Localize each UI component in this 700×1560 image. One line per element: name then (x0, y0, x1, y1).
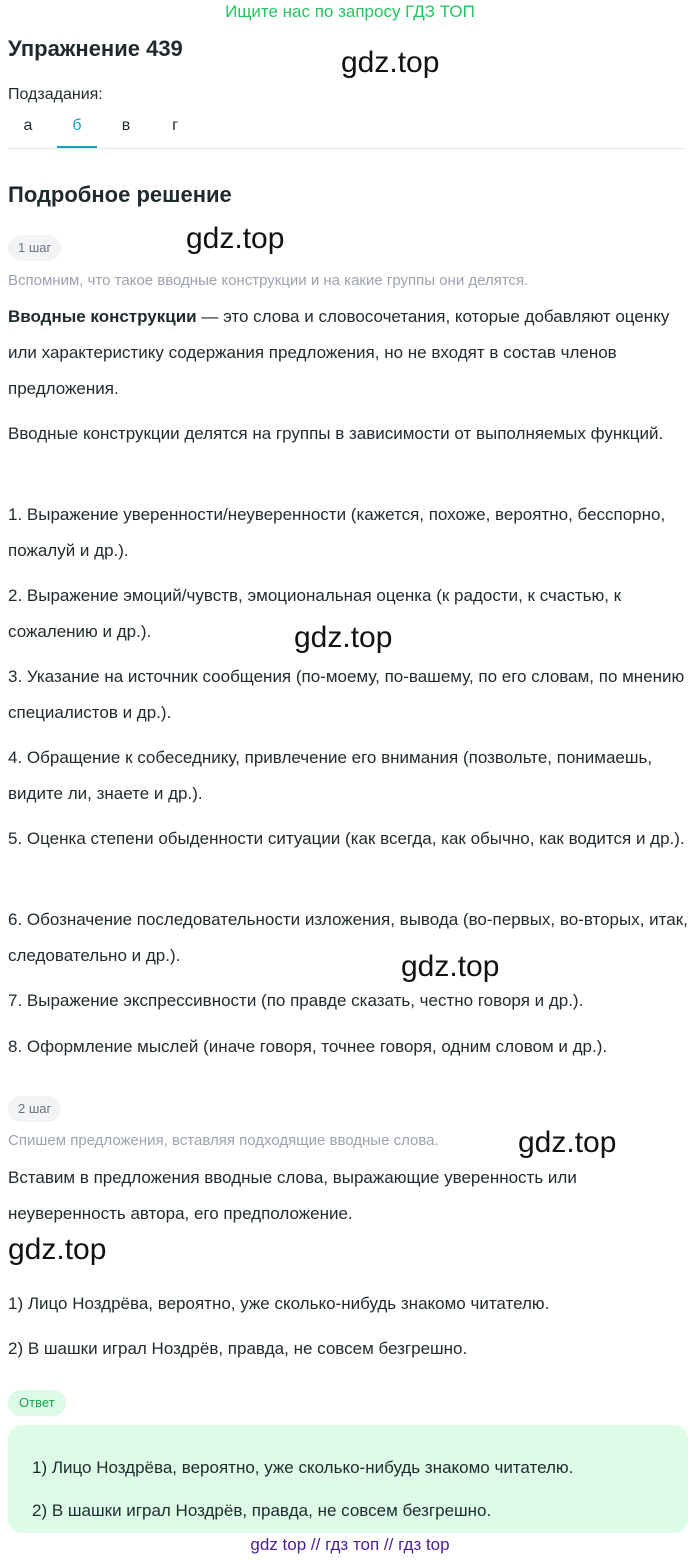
sentence: 2) В шашки играл Ноздрёв, правда, не совсем безгрешно. (8, 1339, 468, 1358)
top-banner: Ищите нас по запросу ГДЗ ТОП (225, 2, 475, 21)
watermark-text: gdz.top (294, 621, 393, 654)
answer-line: 2) В шашки играл Ноздрёв, правда, не совсем безгрешно. (32, 1501, 492, 1520)
step-badge: 2 шаг (8, 1096, 61, 1122)
list-item: 6. Обозначение последовательности изложения, вывода (во-первых, во-вторых, итак, следовательно и др.). (8, 910, 688, 965)
answer-box (8, 1425, 688, 1533)
definition-paragraph (8, 299, 688, 407)
watermark-text: gdz.top (401, 950, 500, 983)
watermark-text: gdz.top (186, 222, 285, 255)
step-hint: Вспомним, что такое вводные конструкции и на какие группы они делятся. (8, 272, 529, 289)
footer-links: gdz top // гдз топ // гдз top (250, 1535, 450, 1554)
watermark-text: gdz.top (341, 46, 440, 79)
list-item: 7. Выражение экспрессивности (по правде сказать, честно говоря и др.). (8, 991, 584, 1010)
sentence: 1) Лицо Ноздрёва, вероятно, уже сколько-нибудь знакомо читателю. (8, 1294, 550, 1313)
step-hint: Спишем предложения, вставляя подходящие вводные слова. (8, 1132, 439, 1149)
tab-b[interactable]: б (57, 108, 97, 148)
definition-term: Вводные конструкции (8, 307, 197, 326)
step-badge: 1 шаг (8, 235, 61, 261)
list-item: 4. Обращение к собеседнику, привлечение его внимания (позвольте, понимаешь, видите ли, знаете и др.). (8, 748, 653, 803)
tab-a[interactable]: а (23, 117, 33, 134)
groups-intro: Вводные конструкции делятся на группы в зависимости от выполняемых функций. (8, 424, 664, 443)
subtask-tabs (8, 108, 686, 149)
list-item: 1. Выражение уверенности/неуверенности (кажется, похоже, вероятно, бесспорно, пожалуй и др.). (8, 505, 666, 560)
list-item: 2. Выражение эмоций/чувств, эмоциональная оценка (к радости, к счастью, к сожалению и др.). (8, 586, 622, 641)
watermark-text: gdz.top (518, 1126, 617, 1159)
tab-v[interactable]: в (121, 117, 131, 134)
subtasks-label: Подзадания: (8, 86, 103, 103)
answer-line: 1) Лицо Ноздрёва, вероятно, уже сколько-нибудь знакомо читателю. (32, 1458, 574, 1477)
list-item: 8. Оформление мыслей (иначе говоря, точнее говоря, одним словом и др.). (8, 1037, 608, 1056)
list-item: 3. Указание на источник сообщения (по-моему, по-вашему, по его словам, по мнению специалистов и др.). (8, 667, 685, 722)
answer-badge: Ответ (8, 1390, 66, 1416)
page-title: Упражнение 439 (8, 36, 183, 61)
list-item: 5. Оценка степени обыденности ситуации (как всегда, как обычно, как водится и др.). (8, 829, 685, 848)
watermark-text: gdz.top (8, 1233, 107, 1266)
section-title: Подробное решение (8, 182, 232, 207)
tab-g[interactable]: г (172, 117, 178, 134)
step2-intro: Вставим в предложения вводные слова, выражающие уверенность или неуверенность автора, его предположение. (8, 1168, 577, 1223)
definition-text: — это слова и словосочетания, которые добавляют оценку или характеристику содержания предложения, но не входят в состав членов предложения. (8, 307, 670, 398)
